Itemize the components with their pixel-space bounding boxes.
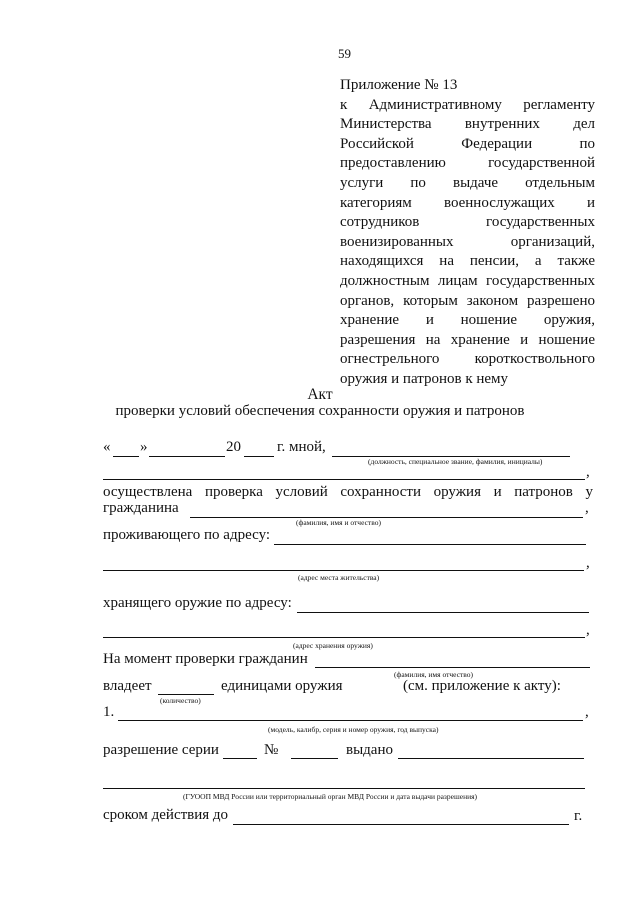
issuer-field[interactable] — [103, 788, 585, 789]
hint-citizen-name: (фамилия, имя и отчество) — [296, 518, 381, 527]
quantity-field[interactable] — [158, 694, 214, 695]
inspection-text: осуществлена проверка условий сохранности оружия и патронов у — [103, 484, 593, 500]
by-me-text: г. мной, — [277, 439, 326, 455]
permit-series-field[interactable] — [223, 758, 257, 759]
year-suffix: г. — [574, 808, 583, 824]
appendix-line: к Административному регламенту — [340, 96, 595, 113]
appendix-line: сотрудников государственных — [340, 214, 595, 231]
date-open-quote: « — [103, 439, 111, 455]
moment-label: На момент проверки гражданин — [103, 651, 308, 667]
issued-field[interactable] — [398, 758, 584, 759]
hint-quantity: (количество) — [160, 696, 201, 705]
date-day-field[interactable] — [113, 456, 139, 457]
residence-field[interactable] — [274, 544, 586, 545]
comma: , — [586, 555, 590, 571]
units-label: единицами оружия — [221, 678, 343, 694]
hint-issuer: (ГУООП МВД России или территориальный орган МВД России и дата выдачи разрешения) — [183, 792, 478, 801]
hint-residence: (адрес места жительства) — [298, 573, 380, 582]
comma: , — [586, 622, 590, 638]
appendix-line: военизированных организаций, — [340, 233, 595, 250]
residence-field-continued[interactable] — [103, 570, 584, 571]
appendix-line: Приложение № 13 — [340, 77, 458, 93]
hint-moment-name: (фамилия, имя отчество) — [394, 670, 474, 679]
see-appendix: (см. приложение к акту): — [403, 678, 561, 694]
appendix-line: органов, которым законом разрешено — [340, 292, 595, 309]
hint-official: (должность, специальное звание, фамилия, инициалы) — [368, 457, 543, 466]
appendix-block — [340, 76, 595, 390]
appendix-line: предоставлению государственной — [340, 155, 595, 172]
citizen-name-field[interactable] — [190, 517, 583, 518]
page-number: 59 — [338, 46, 351, 61]
comma: , — [586, 464, 590, 480]
appendix-line: огнестрельного короткоствольного — [340, 351, 595, 368]
appendix-line: должностным лицам государственных — [340, 272, 595, 289]
appendix-line: категориям военнослужащих и — [340, 194, 595, 211]
act-subtitle: проверки условий обеспечения сохранности оружия и патронов — [115, 403, 525, 419]
appendix-line: Российской Федерации по — [340, 135, 595, 152]
storage-label: хранящего оружие по адресу: — [103, 595, 292, 611]
storage-field[interactable] — [297, 612, 589, 613]
appendix-line: разрешения на хранение и ношение — [340, 331, 595, 348]
appendix-line: Министерства внутренних дел — [340, 116, 595, 133]
permit-number-field[interactable] — [291, 758, 338, 759]
issued-label: выдано — [346, 742, 393, 758]
citizen-label: гражданина — [103, 500, 179, 516]
hint-model: (модель, калибр, серия и номер оружия, год выпуска) — [268, 725, 439, 734]
year-prefix: 20 — [226, 439, 241, 455]
validity-date-field[interactable] — [233, 824, 569, 825]
moment-name-field[interactable] — [315, 667, 590, 668]
date-close-quote: » — [140, 439, 148, 455]
appendix-line: хранение и ношение оружия, — [340, 312, 595, 329]
permit-number-label: № — [264, 742, 279, 758]
appendix-line: услуги по выдаче отдельным — [340, 174, 595, 191]
comma: , — [585, 500, 589, 516]
permit-series-label: разрешение серии — [103, 742, 219, 758]
residence-label: проживающего по адресу: — [103, 527, 271, 543]
item-number: 1. — [103, 704, 115, 720]
owns-label: владеет — [103, 678, 152, 694]
date-year-field[interactable] — [244, 456, 274, 457]
storage-field-continued[interactable] — [103, 637, 585, 638]
act-title: Акт — [307, 386, 333, 403]
hint-storage: (адрес хранения оружия) — [293, 641, 373, 650]
validity-label: сроком действия до — [103, 807, 229, 823]
appendix-line: оружия и патронов к нему — [340, 370, 509, 387]
official-field-continued[interactable] — [103, 479, 585, 480]
date-month-field[interactable] — [149, 456, 225, 457]
weapon-model-field[interactable] — [118, 720, 583, 721]
appendix-line: находящихся на пенсии, а также — [340, 253, 595, 270]
comma: , — [585, 704, 589, 720]
